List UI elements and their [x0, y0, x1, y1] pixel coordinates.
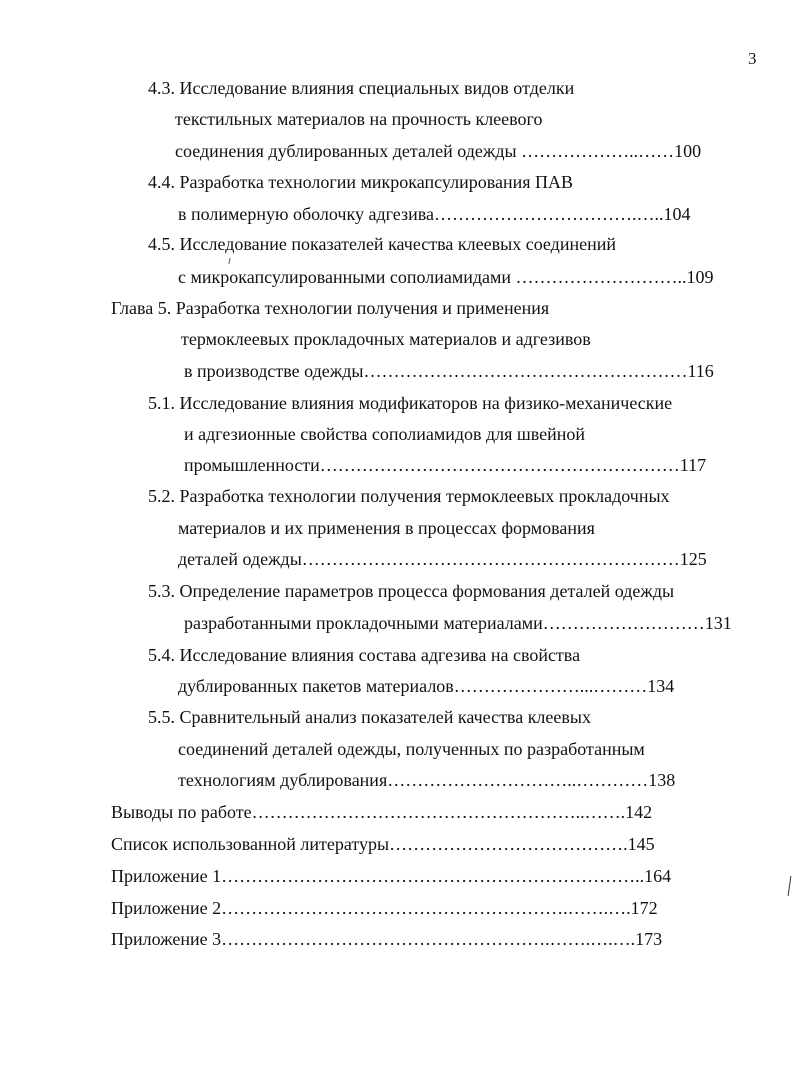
toc-line: текстильных материалов на прочность клеевого — [175, 109, 543, 129]
toc-line: Приложение 3……………………………………………….…….….….173 — [111, 929, 663, 949]
toc-line: промышленности……………………………………………………117 — [184, 455, 707, 475]
toc-line: разработанными прокладочными материалами………………………131 — [184, 613, 732, 633]
toc-line: 5.2. Разработка технологии получения термоклеевых прокладочных — [148, 486, 670, 506]
toc-line: 4.5. Исследование показателей качества клеевых соединений — [148, 234, 616, 254]
toc-line: соединения дублированных деталей одежды ………………..……100 — [175, 141, 702, 161]
toc-line: Выводы по работе………………………………………………..…….142 — [111, 802, 653, 822]
toc-line: Приложение 1……………………………………………………………..164 — [111, 866, 672, 886]
toc-line: с микрокапсулированными сополиамидами ………………………..109 — [178, 267, 714, 287]
toc-line: материалов и их применения в процессах формования — [178, 518, 595, 538]
toc-line: и адгезионные свойства сополиамидов для швейной — [184, 424, 586, 444]
scan-margin-mark — [788, 876, 792, 896]
toc-line: технологиям дублирования…………………………..…………138 — [178, 770, 676, 790]
toc-line: Глава 5. Разработка технологии получения и применения — [111, 298, 550, 318]
page-number: 3 — [748, 49, 757, 68]
toc-line: 4.3. Исследование влияния специальных видов отделки — [148, 78, 575, 98]
toc-line: соединений деталей одежды, полученных по разработанным — [178, 739, 645, 759]
toc-line: Приложение 2………………………………………………….…….….172 — [111, 898, 658, 918]
toc-line: 5.5. Сравнительный анализ показателей качества клеевых — [148, 707, 591, 727]
toc-line: в производстве одежды………………………………………………116 — [184, 361, 714, 381]
toc-line: 5.3. Определение параметров процесса формования деталей одежды — [148, 581, 675, 601]
toc-line: 5.4. Исследование влияния состава адгезива на свойства — [148, 645, 581, 665]
toc-line: термоклеевых прокладочных материалов и адгезивов — [181, 329, 591, 349]
toc-line: 5.1. Исследование влияния модификаторов на физико-механические — [148, 393, 673, 413]
toc-line: в полимерную оболочку адгезива…………………………….…..104 — [178, 204, 691, 224]
scan-tick-mark — [228, 258, 230, 264]
toc-line: деталей одежды………………………………………………………125 — [178, 549, 707, 569]
toc-line: Список использованной литературы………………………………….145 — [111, 834, 655, 854]
toc-line: 4.4. Разработка технологии микрокапсулирования ПАВ — [148, 172, 573, 192]
toc-line: дублированных пакетов материалов…………………...………134 — [178, 676, 675, 696]
